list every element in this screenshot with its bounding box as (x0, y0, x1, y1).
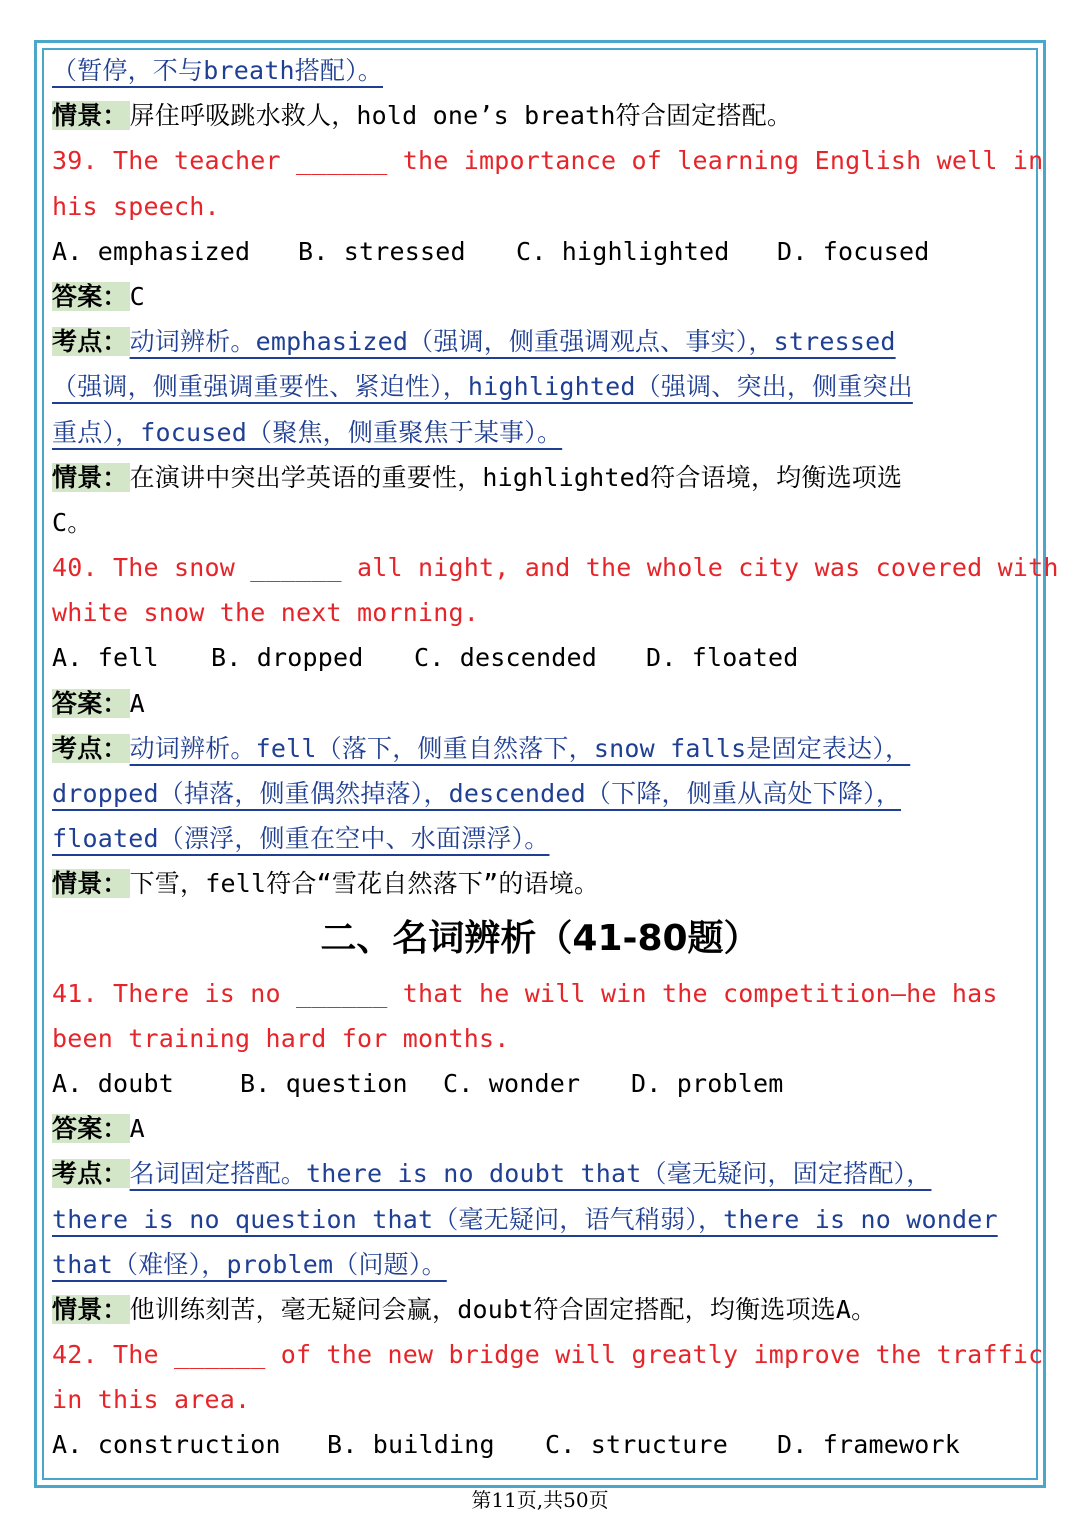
scene-line: 情景：下雪，fell符合“雪花自然落下”的语境。 (52, 869, 600, 899)
point-label: 考点： (52, 733, 128, 763)
point-line: dropped（掉落，侧重偶然掉落），descended（下降，侧重从高处下降）， (52, 779, 902, 808)
answer-value: A (129, 688, 145, 718)
scene-label: 情景： (52, 462, 128, 492)
option-b[interactable]: B. stressed (298, 236, 466, 266)
answer-line (52, 1106, 1028, 1151)
option-b[interactable]: B. question (240, 1068, 408, 1098)
question-42-stem-cont: in this area. (52, 1385, 251, 1415)
question-39-stem: 39. The teacher ______ the importance of learning English well in (52, 146, 1044, 176)
option-c[interactable]: C. descended (414, 643, 598, 673)
note-line: （暂停，不与breath搭配）。 (52, 56, 384, 85)
question-41-stem-cont: been training hard for months. (52, 1023, 510, 1053)
section-title: 二、名词辨析（41-80题） (320, 917, 760, 959)
point-line: 重点），focused（聚焦，侧重聚焦于某事）。 (52, 417, 563, 447)
question-41-stem: 41. There is no ______ that he will win the competition—he has (52, 978, 998, 1008)
point-line: there is no question that（毫无疑问，语气稍弱），there is no wonder (52, 1204, 998, 1234)
option-d[interactable]: D. framework (777, 1430, 961, 1460)
answer-line (52, 274, 1028, 319)
option-d[interactable]: D. problem (631, 1068, 784, 1098)
question-39-options (52, 229, 1028, 274)
question-42-options (52, 1422, 1028, 1467)
option-c[interactable]: C. wonder (443, 1068, 581, 1098)
document-body (52, 48, 1059, 1468)
option-d[interactable]: D. focused (777, 236, 930, 266)
question-40-stem: 40. The snow ______ all night, and the whole city was covered with (52, 553, 1059, 583)
option-a[interactable]: A. emphasized (52, 236, 251, 266)
option-a[interactable]: A. fell (52, 643, 159, 673)
option-b[interactable]: B. dropped (211, 643, 364, 673)
scene-line-cont: C。 (52, 507, 93, 537)
option-b[interactable]: B. building (327, 1430, 495, 1460)
scene-line: 情景：他训练刻苦，毫无疑问会赢，doubt符合固定搭配，均衡选项选A。 (52, 1294, 877, 1324)
option-d[interactable]: D. floated (646, 643, 799, 673)
option-a[interactable]: A. construction (52, 1430, 281, 1460)
point-line: 考点：动词辨析。emphasized（强调，侧重强调观点、事实），stressed (52, 327, 896, 357)
answer-label: 答案： (52, 688, 128, 718)
point-label: 考点： (52, 1159, 128, 1189)
answer-value: C (129, 281, 145, 311)
point-label: 考点： (52, 327, 128, 357)
scene-line: 情景：屏住呼吸跳水救人，hold one’s breath符合固定搭配。 (52, 101, 793, 131)
question-39-stem-cont: his speech. (52, 191, 220, 221)
question-42-stem: 42. The ______ of the new bridge will greatly improve the traffic (52, 1340, 1044, 1370)
option-a[interactable]: A. doubt (52, 1068, 175, 1098)
point-line: 考点：动词辨析。fell（落下，侧重自然落下，snow falls是固定表达）， (52, 733, 911, 763)
scene-label: 情景： (52, 1294, 128, 1324)
point-line: floated（漂浮，侧重在空中、水面漂浮）。 (52, 824, 550, 854)
question-41-options (52, 1061, 1028, 1106)
scene-label: 情景： (52, 101, 128, 131)
point-line: that（难怪），problem（问题）。 (52, 1249, 447, 1279)
question-40-stem-cont: white snow the next morning. (52, 598, 480, 628)
question-40-options (52, 635, 1028, 680)
option-c[interactable]: C. highlighted (516, 236, 730, 266)
point-line: 考点：名词固定搭配。there is no doubt that（毫无疑问，固定搭配）， (52, 1159, 932, 1189)
answer-label: 答案： (52, 1114, 128, 1144)
answer-line (52, 681, 1028, 726)
page-footer: 第11页,共50页 (471, 1488, 609, 1512)
option-c[interactable]: C. structure (545, 1430, 729, 1460)
answer-value: A (129, 1114, 145, 1144)
scene-line: 情景：在演讲中突出学英语的重要性，highlighted符合语境，均衡选项选 (52, 462, 903, 492)
answer-label: 答案： (52, 281, 128, 311)
scene-label: 情景： (52, 869, 128, 899)
point-line: （强调，侧重强调重要性、紧迫性），highlighted（强调、突出，侧重突出 (52, 372, 913, 402)
